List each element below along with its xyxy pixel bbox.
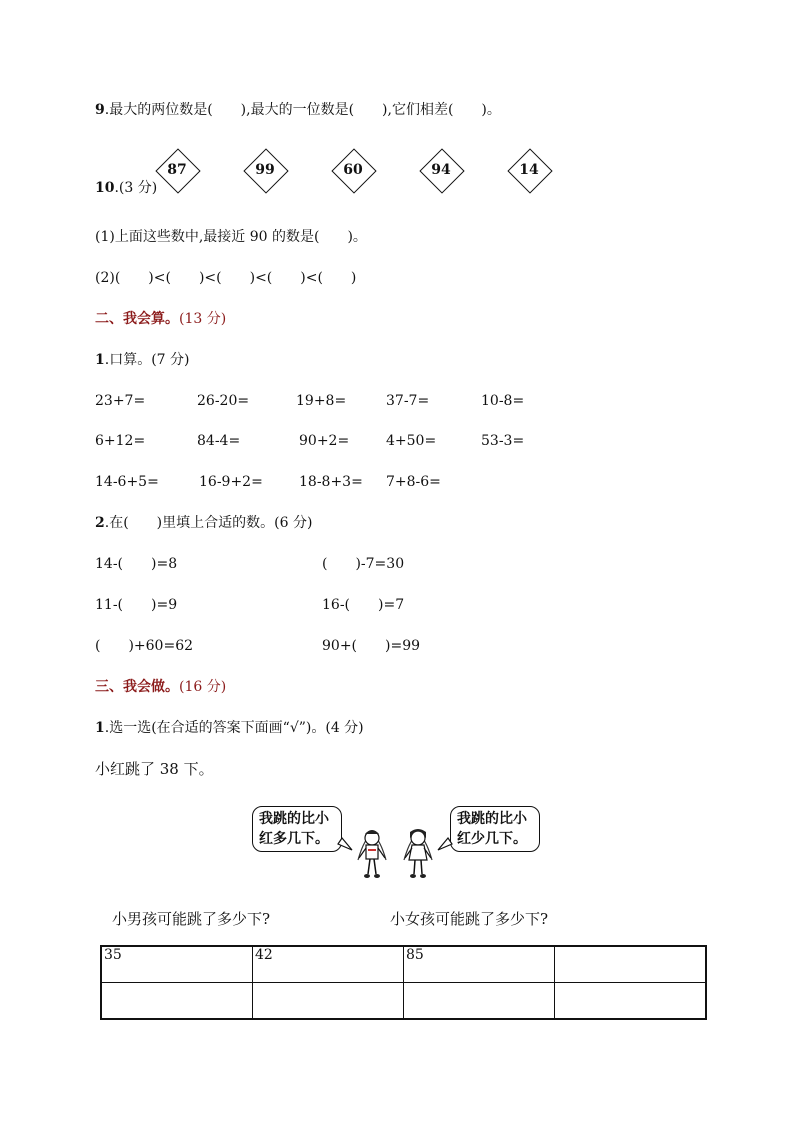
question-boy: 小男孩可能跳了多少下? (112, 910, 271, 928)
question-9 (95, 100, 501, 120)
answer-table (100, 945, 707, 1020)
jump-rope-children-illustration (330, 820, 460, 890)
answer-cell[interactable] (555, 983, 707, 1020)
table-row (101, 946, 706, 983)
answer-cell[interactable] (101, 983, 253, 1020)
math-item: 90+2= (299, 433, 350, 449)
table-cell: 42 (253, 946, 404, 983)
diamond-number: 99 (255, 162, 275, 178)
question-number: 1 (95, 720, 105, 736)
speech-bubble-girl: 我跳的比小红少几下。 (450, 806, 540, 852)
section-title: 三、我会做。 (95, 679, 179, 695)
math-item: 14-6+5= (95, 474, 159, 490)
question-number: 2 (95, 515, 105, 531)
question-10-part-2: (2)( )<( )<( )<( )<( ) (95, 270, 357, 286)
math-item: 84-4= (197, 433, 241, 449)
diamond-number: 94 (431, 162, 451, 178)
section-score: (16 分) (179, 679, 227, 695)
question-text: .(3 分) (114, 180, 158, 196)
table-row (101, 983, 706, 1020)
answer-cell[interactable] (404, 983, 555, 1020)
question-number: 1 (95, 352, 105, 368)
question-10 (95, 178, 157, 198)
bubble-tail (438, 838, 452, 850)
section-2-question-2 (95, 513, 312, 533)
math-item: 18-8+3= (299, 474, 363, 490)
question-text: .在( )里填上合适的数。(6 分) (104, 515, 313, 531)
math-item: 26-20= (197, 393, 250, 409)
question-text: .口算。(7 分) (104, 352, 190, 368)
question-girl: 小女孩可能跳了多少下? (390, 910, 549, 928)
math-item: 19+8= (296, 393, 347, 409)
diamond-number: 87 (167, 162, 187, 178)
question-number: 9 (95, 102, 105, 118)
question-text: .选一选(在合适的答案下面画“√”)。(4 分) (104, 720, 364, 736)
math-item: 53-3= (481, 433, 525, 449)
question-number: 10 (95, 180, 115, 196)
fill-item: 16-( )=7 (322, 597, 405, 613)
table-cell: 35 (101, 946, 253, 983)
section-score: (13 分) (179, 311, 227, 327)
fill-item: 90+( )=99 (322, 638, 421, 654)
diamond-number: 60 (343, 162, 363, 178)
question-10-part-1: (1)上面这些数中,最接近 90 的数是( )。 (95, 229, 367, 245)
bubble-tail (338, 838, 352, 850)
table-cell: 85 (404, 946, 555, 983)
math-item: 4+50= (386, 433, 437, 449)
diamond-number: 14 (519, 162, 539, 178)
boy-figure (358, 830, 386, 878)
section-title: 二、我会算。 (95, 311, 179, 327)
answer-cell[interactable] (253, 983, 404, 1020)
math-item: 6+12= (95, 433, 146, 449)
girl-figure (404, 829, 432, 878)
section-3-question-1 (95, 718, 364, 738)
math-item: 7+8-6= (386, 474, 441, 490)
section-3-heading (95, 677, 226, 697)
speech-bubble-boy: 我跳的比小红多几下。 (252, 806, 342, 852)
section-2-heading (95, 309, 226, 329)
table-cell (555, 946, 707, 983)
math-item: 10-8= (481, 393, 525, 409)
context-text: 小红跳了 38 下。 (95, 760, 214, 778)
fill-item: ( )-7=30 (322, 556, 405, 572)
fill-item: 11-( )=9 (95, 597, 178, 613)
math-item: 37-7= (386, 393, 430, 409)
fill-item: ( )+60=62 (95, 638, 194, 654)
section-2-question-1 (95, 350, 189, 370)
math-item: 23+7= (95, 393, 146, 409)
math-item: 16-9+2= (199, 474, 263, 490)
fill-item: 14-( )=8 (95, 556, 178, 572)
question-text: .最大的两位数是( ),最大的一位数是( ),它们相差( )。 (104, 102, 501, 118)
